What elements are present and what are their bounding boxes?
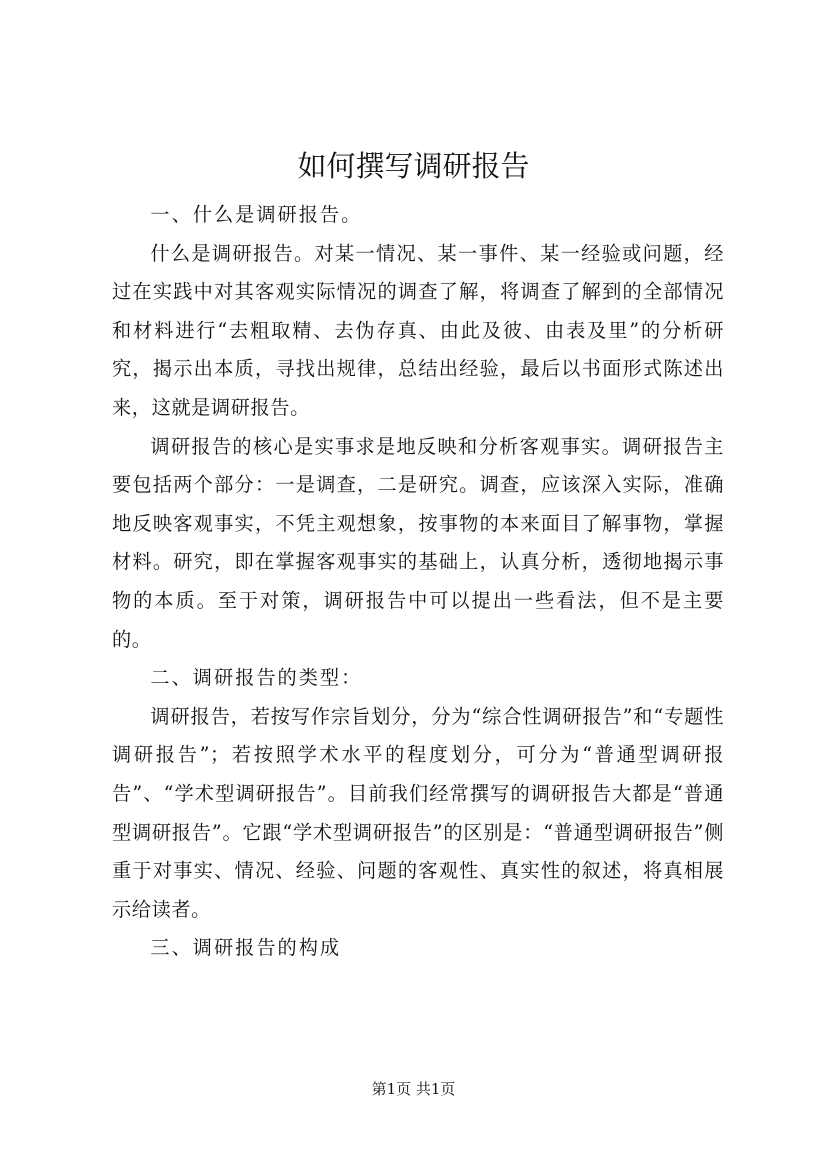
document-body (112, 196, 724, 968)
document-title: 如何撰写调研报告 (297, 149, 530, 183)
paragraph-core: 调研报告的核心是实事求是地反映和分析客观事实。调研报告主要包括两个部分：一是调查，二是研究。调查，应该深入实际，准确地反映客观事实，不凭主观想象，按事物的本来面目了解事物，掌握材料。研究，即在掌握客观事实的基础上，认真分析，透彻地揭示事物的本质。至于对策，调研报告中可以提出一些看法，但不是主要的。 (112, 434, 724, 651)
page-number-footer: 第1页 共1页 (371, 1080, 456, 1098)
paragraph-types: 调研报告，若按写作宗旨划分，分为“综合性调研报告”和“专题性调研报告”；若按照学术水平的程度划分，可分为“普通型调研报告”、“学术型调研报告”。目前我们经常撰写的调研报告大都是“普通型调研报告”。它跟“学术型调研报告”的区别是：“普通型调研报告”侧重于对事实、情况、经验、问题的客观性、真实性的叙述，将真相展示给读者。 (112, 704, 724, 921)
section-heading-3: 三、调研报告的构成 (150, 936, 342, 960)
section-heading-2: 二、调研报告的类型： (150, 666, 363, 690)
section-heading-1: 一、什么是调研报告。 (150, 203, 363, 226)
paragraph-definition: 什么是调研报告。对某一情况、某一事件、某一经验或问题，经过在实践中对其客观实际情况的调查了解，将调查了解到的全部情况和材料进行“去粗取精、去伪存真、由此及彼、由表及里”的分析研究，揭示出本质，寻找出规律，总结出经验，最后以书面形式陈述出来，这就是调研报告。 (112, 241, 724, 419)
